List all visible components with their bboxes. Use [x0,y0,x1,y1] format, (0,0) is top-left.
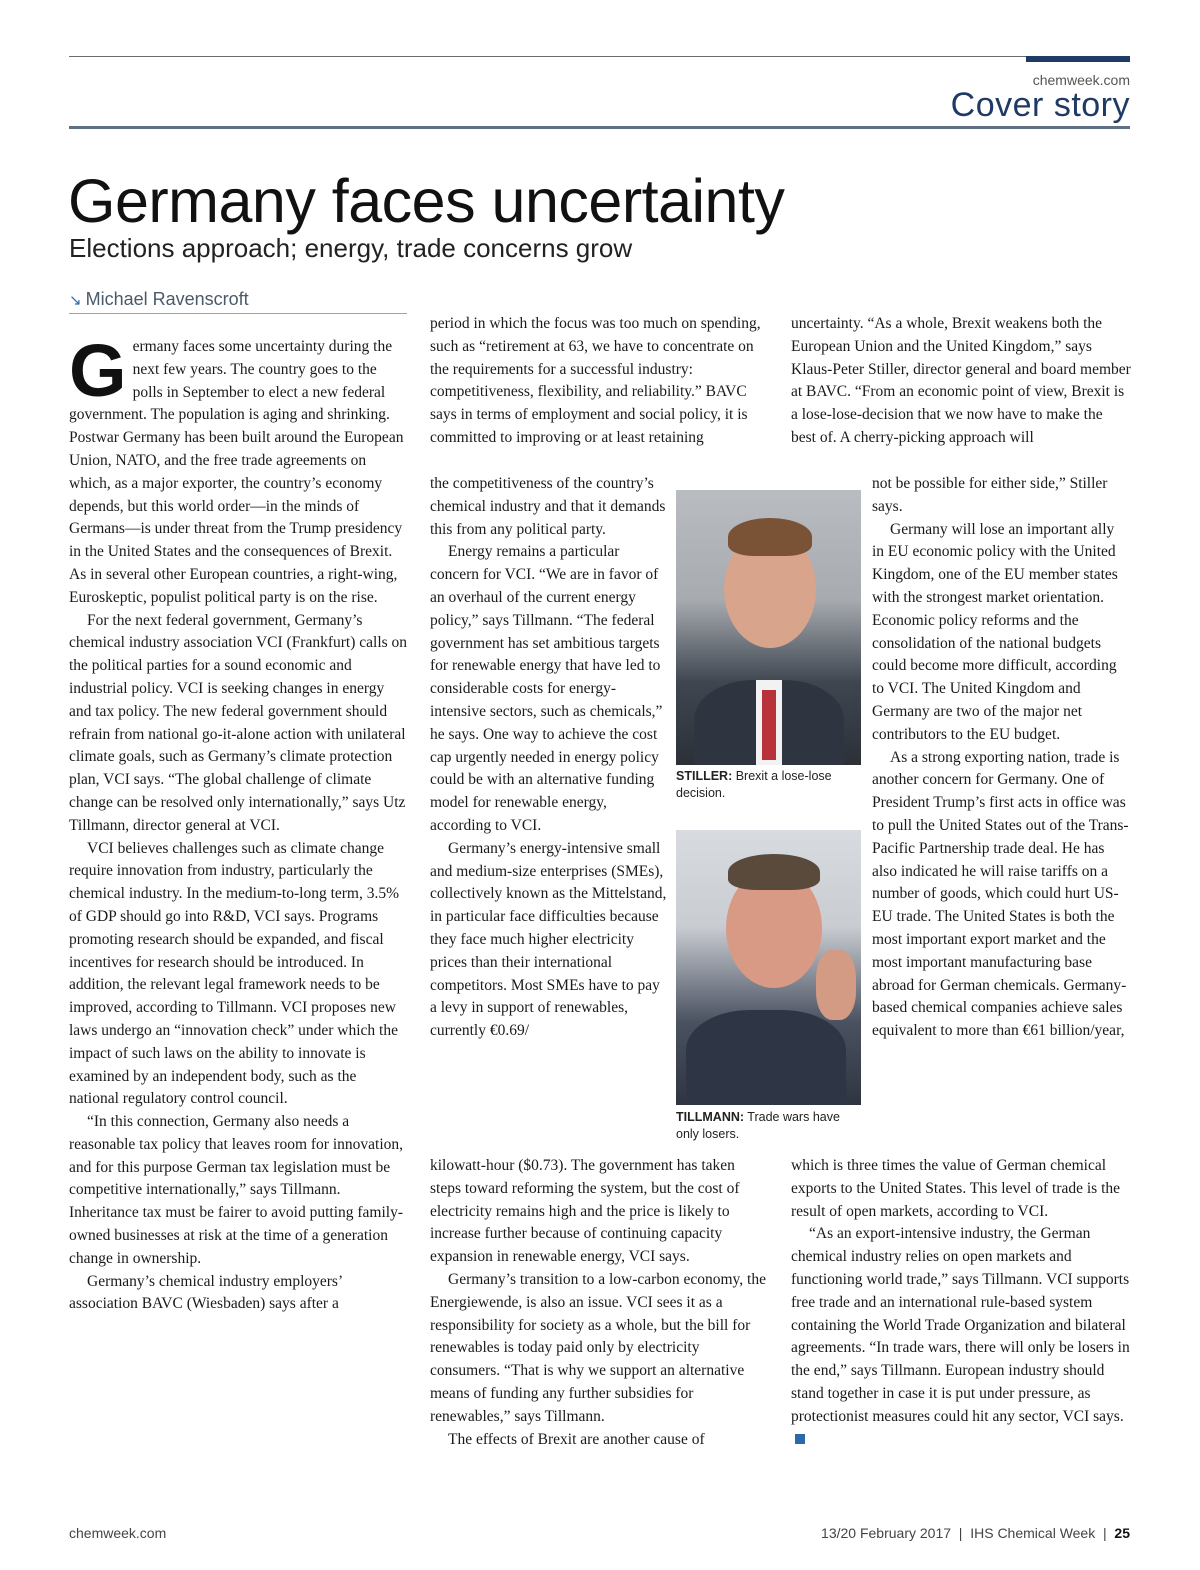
column-3-top [791,313,1131,450]
paragraph: Germany faces some uncertainty during the next few years. The country goes to the polls in September to elect a new federal government. The population is aging and shrinking. Postwar Germany has been built around the European Union, NATO, and the free trade agreements on which, as a major exporter, the country’s economy depends, but this world order—in the minds of Germans—is under threat from the Trump presidency in the United States and the consequences of Brexit. As in several other European countries, a right-wing, Euroskeptic, populist political party is on the rise. [69,329,404,606]
deck: Elections approach; energy, trade concerns grow [69,233,633,263]
column-2-narrow [430,473,670,1043]
paragraph: As a strong exporting nation, trade is another concern for Germany. One of President Trump’s first acts in office was to pull the United States out of the Trans-Pacific Partnership trade deal. He has also indicated he will raise tariffs on a number of goods, which could hurt US-EU trade. The United States is both the most important export market and the most important manufacturing base abroad for German chemicals. Germany-based chemical companies achieve sales equivalent to more than €61 billion/year, [872,748,1129,1040]
byline-author: Michael Ravenscroft [85,289,249,309]
byline [69,289,407,314]
dropcap: G [69,329,127,412]
column-3-narrow [872,473,1130,1043]
paragraph: The effects of Brexit are another cause of [448,1430,705,1448]
paragraph: kilowatt-hour ($0.73). The government has taken steps toward reforming the system, but the cost of electricity remains high and the price is likely to increase further because of continuing capacity expansion in renewable energy, VCI says. [430,1157,740,1266]
section-label: Cover story [950,86,1130,124]
paragraph: the competitiveness of the country’s chemical industry and that it demands this from any political party. [430,475,666,538]
column-2-top [430,313,766,450]
top-accent-bar [1026,56,1130,62]
end-mark-icon [795,1434,805,1444]
headline: Germany faces uncertainty [68,167,785,235]
paragraph: “In this connection, Germany also needs a reasonable tax policy that leaves room for innovation, and for this purpose German tax legislation must be competitive internationally,” says Tillmann. Inheritance tax must be fairer to avoid putting family-owned businesses at risk at the time of a generation change in ownership. [69,1113,404,1267]
paragraph: Germany’s transition to a low-carbon economy, the Energiewende, is also an issue. VCI sees it as a responsibility for society as a whole, but the bill for renewables is today paid only by electricity consumers. “That is why we support an alternative means of funding any further subsidies for renewables,” says Tillmann. [430,1270,766,1425]
photo-tillmann [676,830,861,1105]
paragraph: Germany’s chemical industry employers’ association BAVC (Wiesbaden) says after a [69,1272,342,1313]
section-rule [69,126,1130,129]
caption-stiller: STILLER: Brexit a lose-lose decision. [676,769,832,800]
footer-issue: 13/20 February 2017 | IHS Chemical Week | 25 [821,1525,1130,1541]
paragraph: which is three times the value of German chemical exports to the United States. This level of trade is the result of open markets, according to VCI. [791,1157,1121,1220]
paragraph: Germany’s energy-intensive small and medium-size enterprises (SMEs), collectively known as the Mittelstand, in particular face difficulties because they face much higher electricity prices than their international competitors. Most SMEs have to pay a levy in support of renewables, currently €0.69/ [430,839,667,1040]
paragraph: Germany will lose an important ally in EU economic policy with the United Kingdom, one of the EU member states with the strongest market orientation. Economic policy reforms and the consolidation of the national budgets could become more difficult, according to VCI. The United Kingdom and Germany are two of the major net contributors to the EU budget. [872,520,1118,743]
paragraph: Energy remains a particular concern for VCI. “We are in favor of an overhaul of the current energy policy,” says Tillmann. “The federal government has set ambitious targets for renewable energy that have led to considerable costs for energy-intensive sectors, such as chemicals,” he says. One way to achieve the cost cap urgently needed in energy policy could be with an alternative funding model for renewable energy, according to VCI. [430,543,663,834]
caption-tillmann: TILLMANN: Trade wars have only losers. [676,1110,840,1141]
paragraph: “As an export-intensive industry, the German chemical industry relies on open markets and functioning world trade,” says Tillmann. VCI supports free trade and an international rule-based system containing the World Trade Organization and bilateral agreements. “In trade wars, there will only be losers in the end,” says Tillmann. European industry should stand together in case it is put under pressure, as protectionist measures could hit any sector, VCI says. [791,1223,1131,1451]
paragraph: VCI believes challenges such as climate change require innovation from industry, particularly the chemical industry. In the medium-to-long term, 3.5% of GDP should go into R&D, VCI says. Programs promoting research should be expanded, and fiscal incentives for research should be introduced. In addition, the relevant legal framework needs to be improved, according to Tillmann. VCI proposes new laws undergo an “innovation check” under which the impact of such laws on the ability to innovate is examined by an independent body, such as the national regulatory control council. [69,839,400,1108]
column-1 [69,329,409,1316]
column-2-bottom [430,1155,766,1451]
paragraph: uncertainty. “As a whole, Brexit weakens both the European Union and the United Kingdom,” says Klaus-Peter Stiller, director general and board member at BAVC. “From an economic point of view, Brexit is a lose-lose-decision that we now have to make the best of. A cherry-picking approach will [791,315,1131,446]
byline-arrow-icon: ↘ [69,292,82,309]
column-3-bottom [791,1155,1131,1451]
paragraph: For the next federal government, Germany’s chemical industry association VCI (Frankfurt) calls on the political parties for a sound economic and industrial policy. VCI is seeking changes in energy and tax policy. The new federal government should refrain from national go-it-alone action with unilateral climate goals, such as Germany’s climate protection plan, VCI says. “The global challenge of climate change can be resolved only internationally,” says Utz Tillmann, director general at VCI. [69,611,408,834]
photo-stiller [676,490,861,765]
page-number: 25 [1114,1525,1130,1541]
header-site[interactable]: chemweek.com [1032,72,1130,88]
top-rule [69,56,1130,57]
paragraph: period in which the focus was too much on spending, such as “retirement at 63, we have to concentrate on the requirements for a successful industry: competitiveness, flexibility, and reliability.” BAVC says in terms of employment and social policy, it is committed to improving or at least retaining [430,315,761,446]
paragraph: not be possible for either side,” Stiller says. [872,475,1108,515]
footer-site[interactable]: chemweek.com [69,1525,167,1541]
